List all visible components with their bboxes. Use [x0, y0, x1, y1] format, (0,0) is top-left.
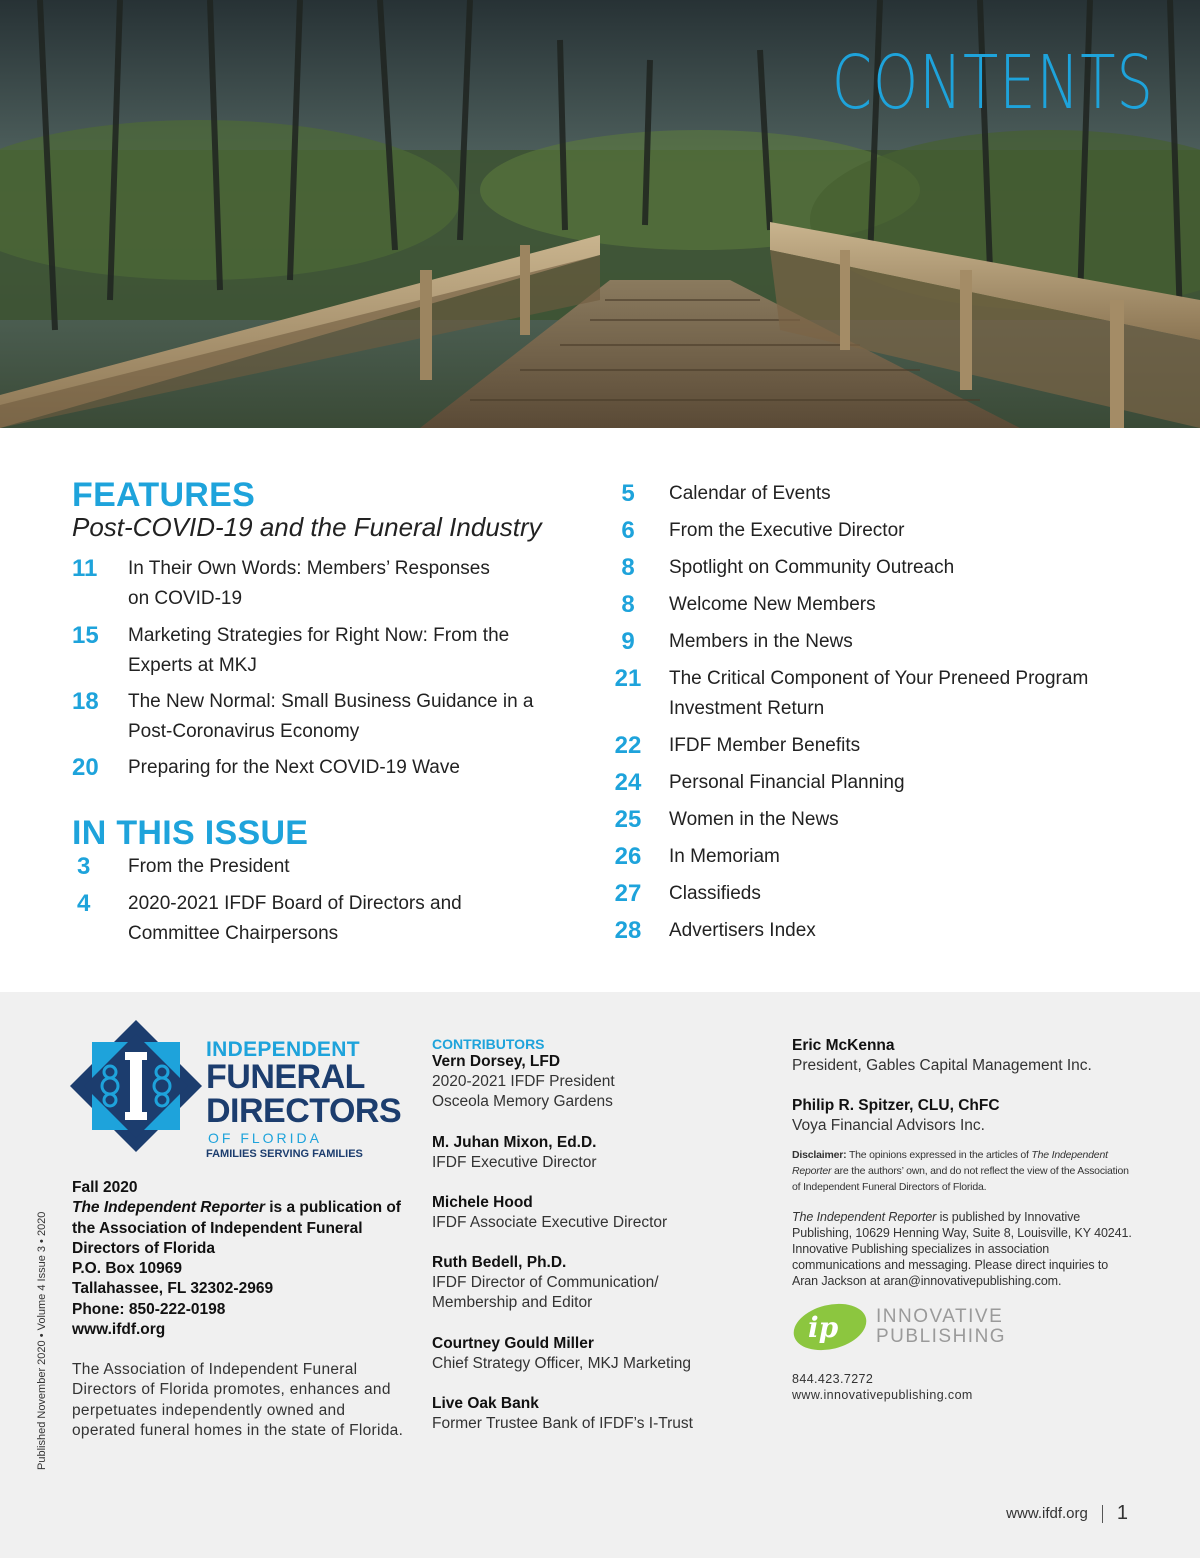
toc-entry[interactable] [72, 854, 290, 882]
contributors-heading: CONTRIBUTORS [432, 1036, 545, 1052]
entry-title: IFDF Member Benefits [669, 735, 861, 756]
page-number: 9 [621, 628, 635, 655]
toc-entry[interactable] [600, 844, 780, 872]
svg-text:ip: ip [808, 1310, 839, 1344]
toc-entry[interactable] [600, 770, 905, 798]
contributor: Eric McKenna President, Gables Capital Management Inc. [792, 1037, 1092, 1074]
ip-leaf-icon [792, 1301, 872, 1353]
toc-entry[interactable] [600, 733, 860, 761]
publication-info-vertical: Published November 2020 • Volume 4 Issue 3 • 2020 [36, 1211, 48, 1470]
table-of-contents [0, 460, 1200, 990]
entry-title: In Memoriam [669, 846, 780, 867]
entry-title: Classifieds [669, 883, 761, 904]
page-number: 1 [1116, 1502, 1128, 1524]
publisher-info: The Independent Reporter is published by Innovative Publishing, 10629 Henning Way, Suite 8, Louisville, KY 40241. Innovative Publishing specializes in association communications and messaging. Please direct inquiries to Aran Jackson at aran@innovativepublishing.com. [792, 1209, 1132, 1288]
page-number: 6 [621, 517, 635, 544]
entry-title: Advertisers Index [669, 920, 816, 941]
contributor: Philip R. Spitzer, CLU, ChFC Voya Financial Advisors Inc. [792, 1097, 1000, 1135]
toc-entry[interactable] [72, 755, 460, 783]
features-subheading: Post-COVID-19 and the Funeral Industry [72, 512, 542, 542]
ifdf-website-link[interactable]: www.ifdf.org [72, 1321, 166, 1339]
page-number: 21 [614, 665, 642, 692]
toc-entry[interactable] [600, 518, 904, 546]
toc-entry[interactable] [600, 918, 816, 946]
entry-title: The Critical Component of Your Preneed Program Investment Return [669, 668, 1089, 719]
entry-title: Marketing Strategies for Right Now: From the Experts at MKJ [128, 625, 510, 676]
page-number: 8 [621, 554, 635, 581]
hero-photo [0, 0, 1200, 428]
page-number: 4 [77, 890, 91, 917]
entry-title: From the President [128, 856, 290, 877]
mission-statement: The Association of Independent Funeral Directors of Florida promotes, enhances and perpetuates independently owned and operated funeral homes in the state of Florida. [72, 1361, 404, 1439]
entry-title: Personal Financial Planning [669, 772, 905, 793]
contents-title: CONTENTS [832, 40, 1154, 126]
innovative-publishing-logo: ip INNOVATIVE PUBLISHING [792, 1301, 1132, 1357]
divider [1102, 1505, 1103, 1523]
publisher-contact: 844.423.7272 www.innovativepublishing.com [792, 1371, 1132, 1403]
page-number: 20 [72, 754, 99, 781]
page-number: 18 [72, 688, 99, 715]
in-this-issue-heading: IN THIS ISSUE [72, 814, 309, 852]
toc-entry[interactable] [600, 592, 876, 620]
page-number: 8 [621, 591, 635, 618]
page-number: 26 [614, 843, 642, 870]
page-number: 27 [614, 880, 642, 907]
toc-entry[interactable] [72, 623, 509, 681]
ifdf-emblem-icon [70, 1020, 202, 1152]
entry-title: The New Normal: Small Business Guidance in a Post-Coronavirus Economy [128, 691, 534, 742]
page-number: 24 [614, 769, 642, 796]
features-heading: FEATURES [72, 476, 256, 514]
toc-entry[interactable] [600, 881, 761, 909]
entry-title: From the Executive Director [669, 520, 905, 541]
toc-entry[interactable] [600, 807, 839, 835]
contributors-list [432, 1036, 762, 1454]
page-number: 11 [72, 555, 98, 582]
ifdf-logo: INDEPENDENT FUNERAL DIRECTORS OF FLORIDA FAMILIES SERVING FAMILIES [70, 1018, 420, 1168]
page-footer [1006, 1502, 1128, 1525]
entry-title: Calendar of Events [669, 483, 831, 504]
contributor: Vern Dorsey, LFD 2020-2021 IFDF President Osceola Memory Gardens [432, 1053, 615, 1111]
entry-title: In Their Own Words: Members’ Responses on COVID-19 [128, 558, 490, 609]
publication-info: Fall 2020 The Independent Reporter is a publication of the Association of Independent Funeral Directors of Florida P.O. Box 10969 Tallahassee, FL 32302-2969 Phone: 850-222-0198 www.ifdf.org [72, 1178, 412, 1340]
masthead-footer [0, 992, 1200, 1558]
entry-title: Spotlight on Community Outreach [669, 557, 955, 578]
page-number: 22 [614, 732, 642, 759]
publisher-website-link[interactable]: www.innovativepublishing.com [792, 1387, 973, 1402]
toc-entry[interactable] [72, 891, 462, 949]
footer-url[interactable]: www.ifdf.org [1006, 1505, 1088, 1522]
contributor: Ruth Bedell, Ph.D. IFDF Director of Communication/ Membership and Editor [432, 1254, 659, 1312]
page-number: 28 [614, 917, 642, 944]
contributor: Live Oak Bank Former Trustee Bank of IFDF’s I-Trust [432, 1395, 693, 1433]
entry-title: Women in the News [669, 809, 839, 830]
toc-entry[interactable] [600, 666, 1088, 724]
page-number: 15 [72, 622, 99, 649]
entry-title: Members in the News [669, 631, 853, 652]
page-number: 25 [614, 806, 642, 833]
entry-title: Welcome New Members [669, 594, 876, 615]
toc-entry[interactable] [72, 689, 534, 747]
page-number: 3 [77, 853, 91, 880]
contributor: Michele Hood IFDF Associate Executive Director [432, 1193, 668, 1231]
toc-entry[interactable] [72, 556, 490, 614]
disclaimer: Disclaimer: The opinions expressed in the articles of The Independent Reporter are the authors’ own, and do not reflect the view of the Association of Independent Funeral Directors of Florida. [792, 1148, 1129, 1193]
contributors-list-2 [792, 1036, 1132, 1403]
toc-entry[interactable] [600, 481, 831, 509]
page-number: 5 [621, 480, 635, 507]
contributor: Courtney Gould Miller Chief Strategy Officer, MKJ Marketing [432, 1334, 692, 1372]
entry-title: 2020-2021 IFDF Board of Directors and Committee Chairpersons [128, 893, 462, 944]
entry-title: Preparing for the Next COVID-19 Wave [128, 757, 460, 778]
toc-entry[interactable] [600, 629, 853, 657]
toc-entry[interactable] [600, 555, 954, 583]
contributor: M. Juhan Mixon, Ed.D. IFDF Executive Director [432, 1133, 597, 1171]
